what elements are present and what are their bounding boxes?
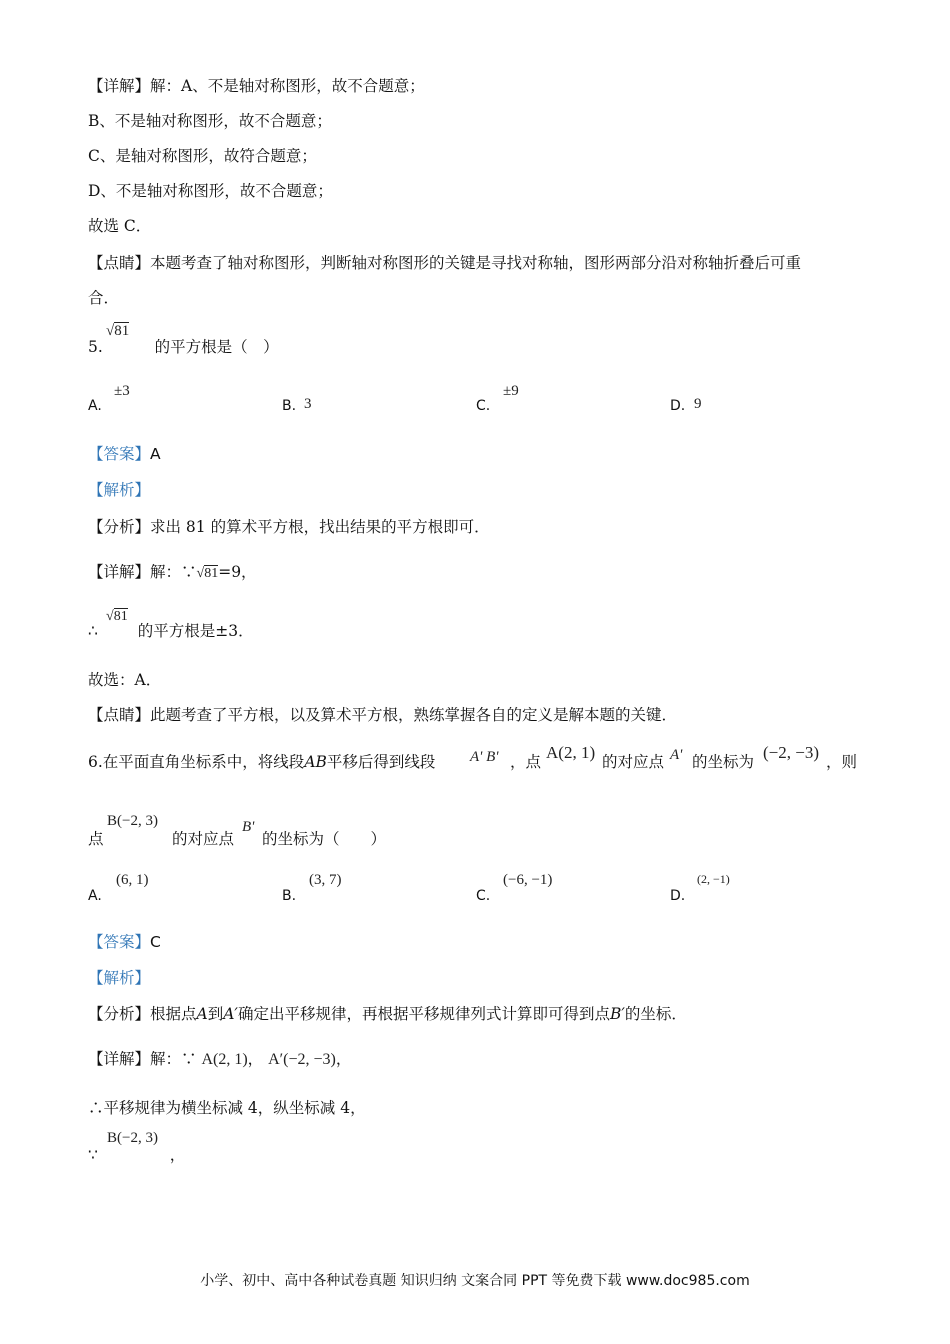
q6-option-c-value: (−6, −1) [503, 872, 553, 888]
q6-b-prime: B' [242, 819, 255, 835]
q6-stem-b: 平移后得到线段 [326, 753, 436, 771]
q6-stem-h: 的对应点 [172, 830, 235, 848]
q5-therefore-suffix: 的平方根是±3． [137, 622, 254, 640]
q6-analysis [88, 1004, 687, 1024]
q6-option-b-value: (3, 7) [309, 872, 342, 888]
q6-detail-end: ， [335, 1050, 352, 1068]
q5-stem-suffix: 的平方根是（ ） [154, 338, 279, 356]
q5-answer-value: A [150, 445, 161, 463]
q5-detail-radicand: 81 [204, 566, 219, 581]
q6-coord-a-prime: (−2, −3) [763, 743, 819, 762]
q5-detail-sqrt: √81 [196, 566, 219, 581]
q5-answer [88, 444, 161, 464]
q6-analysis-a: 【分析】根据点 [88, 1005, 197, 1023]
q5-radicand: 81 [114, 323, 130, 339]
q6-detail-sep: ， [247, 1050, 264, 1068]
q6-answer-tag: 【答案】 [88, 933, 151, 951]
q5-option-b-value: 3 [304, 396, 312, 412]
q6-stem-d: 的对应点 [602, 753, 665, 771]
q5-option-a-value: ±3 [114, 383, 130, 399]
q4-comment-line-1: 【点睛】本题考查了轴对称图形，判断轴对称图形的关键是寻找对称轴，图形两部分沿对称轴折叠后可重 [88, 254, 802, 272]
q6-stem-line-1 [88, 752, 435, 772]
q6-point-b: B(−2, 3) [107, 813, 158, 829]
q5-detail-prefix: 【详解】解：∵ [88, 563, 197, 581]
q5-stem [88, 337, 279, 357]
q6-translation-rule: ∴平移规律为横坐标减 4，纵坐标减 4， [88, 1099, 366, 1117]
q5-option-b-label: B. [282, 398, 297, 414]
q5-detail [88, 562, 257, 584]
q5-analysis-tag: 【解析】 [88, 481, 151, 499]
q6-analysis-tag: 【解析】 [88, 969, 151, 987]
q6-stem-g: 点 [88, 830, 104, 848]
q6-stem-f: ，则 [826, 753, 858, 771]
q6-analysis-e: 确定出平移规律，再根据平移规律列式计算即可得到点 [237, 1005, 610, 1023]
q6-number: 6. [88, 753, 103, 771]
q5-option-a-label: A. [88, 398, 102, 414]
q6-because [88, 1145, 185, 1165]
q5-analysis: 【分析】求出 81 的算术平方根，找出结果的平方根即可． [88, 518, 490, 536]
q5-option-c-label: C. [476, 398, 491, 414]
q5-number: 5. [88, 338, 103, 356]
q6-point-a: A(2, 1) [546, 743, 596, 762]
page-footer: 小学、初中、高中各种试卷真题 知识归纳 文案合同 PPT 等免费下载 www.doc985.com [200, 1273, 750, 1289]
q4-detail-line-3: C、是轴对称图形，故符合题意； [88, 147, 317, 165]
q6-option-a-label: A. [88, 888, 102, 904]
q6-analysis-c: 到 [207, 1005, 224, 1023]
q6-option-b-label: B. [282, 888, 297, 904]
q6-option-c-label: C. [476, 888, 491, 904]
q5-option-d-label: D. [670, 398, 686, 414]
q6-segment-ab: AB [304, 753, 327, 771]
q5-choose: 故选：A． [88, 671, 162, 689]
q6-stem-i: 的坐标为（ ） [262, 830, 387, 848]
q5-option-c-value: ±9 [503, 383, 519, 399]
q6-stem-a: 在平面直角坐标系中，将线段 [102, 753, 305, 771]
q4-detail-line-2: B、不是轴对称图形，故不合题意； [88, 112, 332, 130]
q4-detail-line-1: 【详解】解：A、不是轴对称图形，故不合题意； [88, 77, 425, 95]
q6-stem-e: 的坐标为 [692, 753, 755, 771]
q6-option-d-value: (2, −1) [697, 872, 730, 886]
q6-detail-point-a-prime: A′(−2, −3) [268, 1051, 336, 1068]
q6-detail-prefix: 【详解】解：∵ [88, 1050, 197, 1068]
q5-therefore-sqrt: √81 [106, 609, 128, 624]
q4-detail-line-4: D、不是轴对称图形，故不合题意； [88, 182, 333, 200]
q6-because-end: ， [169, 1146, 186, 1164]
q6-option-d-label: D. [670, 888, 686, 904]
q5-option-d-value: 9 [694, 396, 702, 412]
q6-detail [88, 1049, 351, 1070]
q6-answer [88, 932, 161, 952]
q6-because-symbol: ∵ [88, 1146, 98, 1164]
q6-answer-value: C [150, 933, 161, 951]
q4-comment-line-2: 合． [88, 289, 120, 307]
q4-choose: 故选 C． [88, 217, 152, 235]
q6-analysis-point-a: A [196, 1005, 208, 1023]
q6-a-prime: A' [670, 747, 683, 763]
q6-stem-c: ，点 [510, 753, 542, 771]
q6-analysis-a-prime: A′ [223, 1005, 238, 1023]
q5-answer-tag: 【答案】 [88, 445, 151, 463]
q5-therefore-radicand: 81 [113, 609, 128, 624]
q5-sqrt-81: √81 [106, 323, 130, 339]
q6-segment-a-prime-b-prime: A' B' [470, 749, 499, 765]
q6-analysis-g: 的坐标． [624, 1005, 687, 1023]
q5-therefore-symbol: ∴ [88, 622, 98, 640]
q6-because-point-b: B(−2, 3) [107, 1130, 158, 1146]
q6-option-a-value: (6, 1) [116, 872, 149, 888]
q6-analysis-b-prime: B′ [609, 1005, 625, 1023]
q6-detail-point-a: A(2, 1) [201, 1051, 248, 1068]
q5-comment: 【点睛】此题考查了平方根，以及算术平方根，熟练掌握各自的定义是解本题的关键． [88, 706, 678, 724]
q5-detail-eq: =9， [218, 563, 257, 581]
